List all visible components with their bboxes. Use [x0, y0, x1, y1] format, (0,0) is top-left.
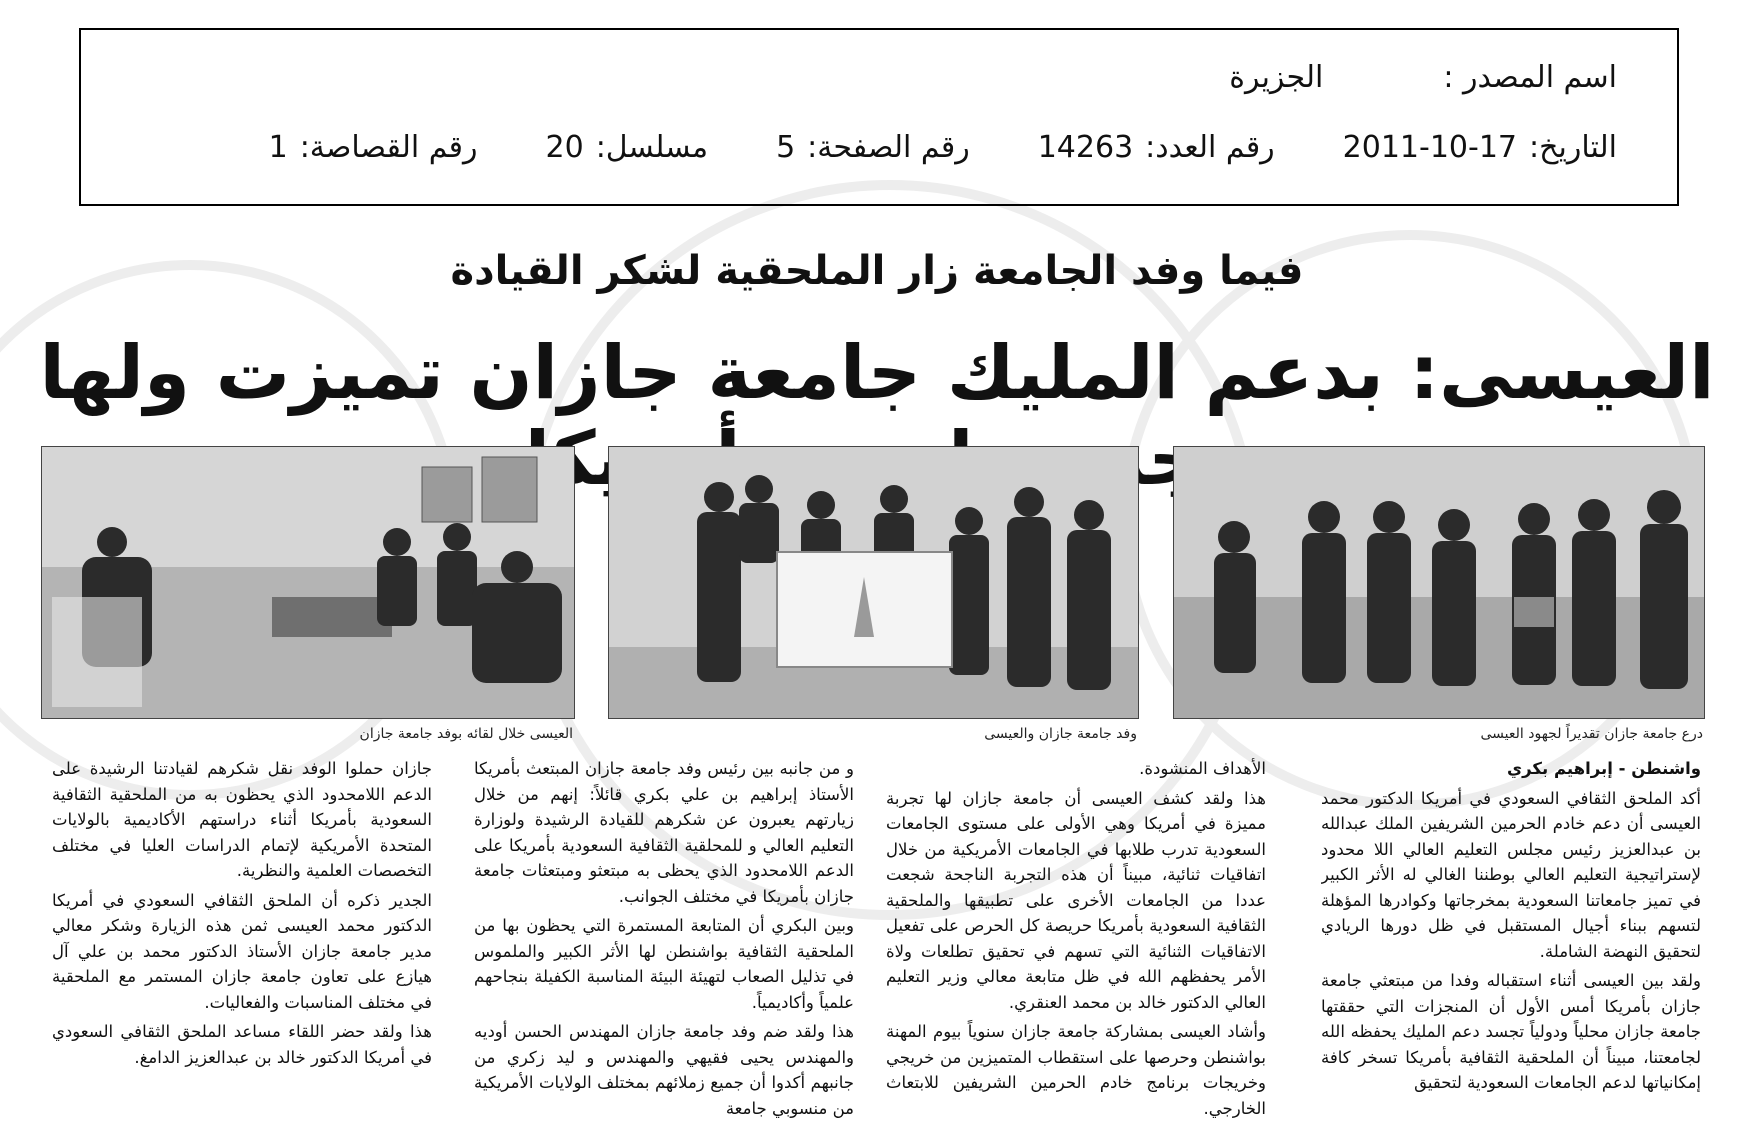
caption-shield: درع جامعة جازان تقديراً لجهود العيسى	[1480, 726, 1703, 742]
page-field	[776, 130, 970, 165]
issue-row	[269, 130, 1617, 165]
paragraph: هذا ولقد ضم وفد جامعة جازان المهندس الحسن أوديه والمهندس يحيى فقيهي والمهندس و ليد زكري من جانبهم أكدوا أن جميع زملائهم بمختلف الولايات الأمريكية من منسوبي جامعة	[474, 1022, 854, 1118]
article-column-3	[474, 756, 854, 1141]
office-meeting-illustration	[42, 447, 574, 718]
caption-delegation: وفد جامعة جازان والعيسى	[984, 726, 1137, 742]
source-value: الجزيرة	[1229, 60, 1324, 95]
paragraph: وبين البكري أن المتابعة المستمرة التي يحظون بها من الملحقية الثقافية بواشنطن لها الأثر الكبير والملموس في تذليل الصعاب لتهيئة البيئة المناسبة الكفيلة بنجاحهم علمياً وأكاديمياً.	[474, 916, 854, 1012]
article-column-4	[52, 756, 432, 1141]
paragraph: هذا ولقد حضر اللقاء مساعد الملحق الثقافي السعودي في أمريكا الدكتور خالد بن عبدالعزيز الدامغ.	[52, 1022, 432, 1067]
page-label: رقم الصفحة:	[807, 130, 970, 165]
article-byline: واشنطن - إبراهيم بكري	[1507, 759, 1701, 778]
serial-value: 20	[545, 130, 584, 165]
serial-label: مسلسل:	[595, 130, 709, 165]
date-value: 2011-10-17	[1342, 130, 1518, 165]
paragraph: و من جانبه بين رئيس وفد جامعة جازان المبتعث بأمريكا الأستاذ إبراهيم بن علي بكري قائلاً: إنهم من خلال زيارتهم يعبرون عن شكرهم للقيادة الرشيدة ولوزارة التعليم العالي و للمحلقية الثقافية السعودية بأمريكا على الدعم اللامحدود الذي يحظى به مبتعثو ومبتعثات جامعة جازان بأمريكا في مختلف الجوانب.	[474, 759, 854, 906]
article-column-1	[1321, 756, 1701, 1141]
date-field	[1343, 130, 1617, 165]
source-row	[1229, 60, 1617, 95]
paragraph: الجدير ذكره أن الملحق الثقافي السعودي في أمريكا الدكتور محمد العيسى ثمن هذه الزيارة وشكر معالي مدير جامعة جازان الأستاذ الدكتور محمد بن علي آل هيازع على تعاون جامعة جازان المستمر مع الملحقية في مختلف المناسبات والفعاليات.	[52, 890, 432, 1012]
paragraph: هذا ولقد كشف العيسى أن جامعة جازان لها تجربة مميزة في أمريكا وهي الأولى على مستوى الجامعات السعودية تدرب طلابها في الجامعات الأمريكية من خلال اتفاقيات ثنائية، مبيناً أن هذه التجربة الناجحة شجعت عددا من الجامعات الأخرى على تطبيقها والملحقية الثقافية السعودية بأمريكا حريصة كل الحرص على تفعيل الاتفاقيات الثنائية التي تسهم في تحقيق تطلعات ولاة الأمر يحفظهم الله في ظل متابعة معالي وزير التعليم العالي الدكتور خالد بن محمد العنقري.	[886, 788, 1266, 1012]
photo-shield-presentation	[1173, 446, 1705, 719]
paragraph: أكد الملحق الثقافي السعودي في أمريكا الدكتور محمد العيسى أن دعم خادم الحرمين الشريفين الملك عبدالله بن عبدالعزيز رئيس مجلس التعليم العالي اللا محدود لإستراتيجية التعليم العالي بوطننا الغالي له الأثر الكبير في تميز جامعاتنا السعودية بمخرجاتها وكوادرها المؤهلة لتسهم ببناء أجيال المستقبل في ظل دورها الريادي لتحقيق النهضة الشاملة.	[1321, 788, 1701, 961]
caption-meeting: العيسى خلال لقائه بوفد جامعة جازان	[359, 726, 573, 742]
article-headline: العيسى: بدعم المليك جامعة جازان تميزت ولها	[39, 330, 1715, 416]
delegation-holding-flag-illustration	[609, 447, 1138, 718]
photo-delegation-banner	[608, 446, 1139, 719]
date-label: التاريخ:	[1529, 130, 1617, 165]
clip-value: 1	[268, 130, 288, 165]
paragraph: ولقد بين العيسى أثناء استقباله وفدا من مبتعثي جامعة جازان بأمريكا أمس الأول أن المنجزات التي حققتها جامعة جازان محلياً ودولياً تجسد دعم المليك يحفظه الله لجامعتنا، مبيناً أن الملحقية الثقافية بأمريكا تسخر كافة إمكانياتها لدعم الجامعات السعودية لتحقيق	[1321, 971, 1701, 1092]
source-metadata-box	[79, 28, 1679, 206]
issue-label: رقم العدد:	[1145, 130, 1275, 165]
paragraph: جازان حملوا الوفد نقل شكرهم لقيادتنا الرشيدة على الدعم اللامحدود الذي يحظون به من الملحقية الثقافية السعودية بأمريكا أثناء دراستهم الأكاديمية بالولايات المتحدة الأمريكية لإتمام الدراسات العليا في مختلف التخصصات العلمية والنظرية.	[52, 759, 432, 880]
serial-field	[546, 130, 709, 165]
clip-field	[269, 130, 478, 165]
article-column-2	[886, 756, 1266, 1141]
page-value: 5	[776, 130, 796, 165]
issue-field	[1038, 130, 1275, 165]
source-label: اسم المصدر :	[1443, 60, 1617, 95]
clip-label: رقم القصاصة:	[299, 130, 478, 165]
article-kicker: فيما وفد الجامعة زار الملحقية لشكر القيادة	[450, 248, 1304, 294]
paragraph: الأهداف المنشودة.	[1139, 759, 1266, 778]
issue-value: 14263	[1037, 130, 1134, 165]
group-of-men-illustration	[1174, 447, 1704, 718]
photo-meeting	[41, 446, 575, 719]
paragraph: وأشاد العيسى بمشاركة جامعة جازان سنوياً بيوم المهنة بواشنطن وحرصها على استقطاب المتميزين من خريجي وخريجات برنامج خادم الحرمين الشريفين للابتعاث الخارجي.	[886, 1022, 1266, 1118]
